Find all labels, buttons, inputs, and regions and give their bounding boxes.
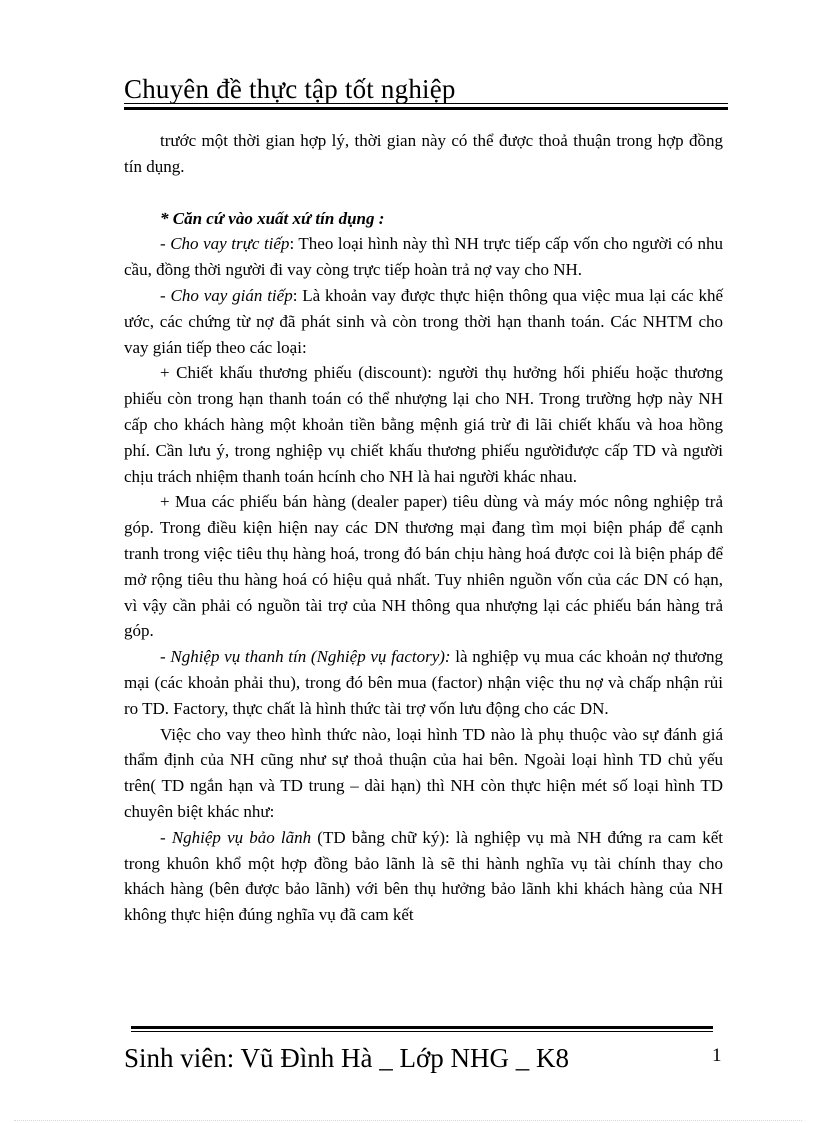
document-body — [124, 128, 723, 928]
page-number: 1 — [712, 1045, 722, 1066]
page-header-title: Chuyên đề thực tập tốt nghiệp — [124, 74, 456, 104]
term-label: - Cho vay gián tiếp — [160, 285, 293, 305]
header-rule-thin — [124, 103, 728, 104]
term-text: : Theo loại hình này thì NH trực tiếp cấp vốn cho người có nhu cầu, đồng thời người đi vay còng trực tiếp hoàn trả nợ vay cho NH. — [124, 234, 723, 280]
footer-rule-thick — [131, 1026, 713, 1029]
paragraph-indirect-loan — [124, 283, 723, 360]
paragraph-guarantee — [124, 825, 723, 928]
page-bottom-dotted-line — [14, 1120, 802, 1121]
paragraph-discount: + Chiết khấu thương phiếu (discount): người thụ hưởng hối phiếu hoặc thương phiếu còn trong hạn thanh toán có thể nhượng lại cho NH. Trong trường hợp này NH cấp cho khách hàng một khoản tiền bằng mệnh giá trừ đi lãi chiết khấu và hoa hồng phí. Cần lưu ý, trong nghiệp vụ chiết khấu thương phiếu ngườiđược cấp TD và người chịu trách nhiệm thanh toán hcính cho NH là hai người khác nhau. — [124, 363, 723, 486]
paragraph-direct-loan — [124, 231, 723, 283]
paragraph-1: trước một thời gian hợp lý, thời gian này có thể được thoả thuận trong hợp đồng tín dụng. — [124, 131, 723, 176]
term-text: : Là khoản vay được thực hiện thông qua việc mua lại các khế ước, các chứng từ nợ đã phát sinh và còn trong thời hạn thanh toán. Các NHTM cho vay gián tiếp theo các loại: — [124, 285, 723, 357]
term-label: - Nghiệp vụ bảo lãnh — [160, 827, 312, 847]
section-heading: * Căn cứ vào xuất xứ tín dụng : — [160, 208, 385, 228]
term-text: (TD bằng chữ ký): là nghiệp vụ mà NH đứng ra cam kết trong khuôn khổ một hợp đồng bảo lãnh là sẽ thi hành nghĩa vụ tài chính thay cho khách hàng (bên được bảo lãnh) với bên thụ hưởng bảo lãnh khi khách hàng của NH không thực hiện đúng nghĩa vụ đã cam kết — [124, 827, 724, 925]
term-label: - Nghiệp vụ thanh tín (Nghiệp vụ factory): — [160, 647, 451, 667]
paragraph-loan-types: Việc cho vay theo hình thức nào, loại hình TD nào là phụ thuộc vào sự đánh giá thẩm định của NH cũng như sự thoả thuận của hai bên. Ngoài loại hình TD chủ yếu trên( TD ngắn hạn và TD trung – dài hạn) thì NH còn thực hiện mét số loại hình TD chuyên biệt khác như: — [124, 724, 723, 821]
footer-rule-thin — [131, 1031, 713, 1032]
term-label: - Cho vay trực tiếp — [160, 234, 290, 254]
paragraph-gap — [124, 180, 723, 206]
page-footer-text: Sinh viên: Vũ Đình Hà _ Lớp NHG _ K8 — [124, 1043, 570, 1073]
header-rule-thick — [124, 107, 728, 110]
paragraph-factoring — [124, 644, 723, 721]
term-text: là nghiệp vụ mua các khoản nợ thương mại (các khoản phải thu), trong đó bên mua (factor) nhận việc thu nợ và chấp nhận rủi ro TD. Factory, thực chất là hình thức tài trợ vốn lưu động cho các DN. — [124, 647, 723, 718]
paragraph-dealer-paper: + Mua các phiếu bán hàng (dealer paper) tiêu dùng và máy móc nông nghiệp trả góp. Trong điều kiện hiện nay các DN thương mại đang tìm mọi biện pháp để cạnh tranh trong việc tiêu thụ hàng hoá, trong đó bán chịu hàng hoá được coi là biện pháp để mở rộng tiêu thu hàng hoá có hiệu quả nhất. Tuy nhiên nguồn vốn của các DN có hạn, vì vậy cần phải có nguồn tài trợ của NH thông qua nhượng lại các phiếu bán hàng trả góp. — [124, 492, 723, 641]
